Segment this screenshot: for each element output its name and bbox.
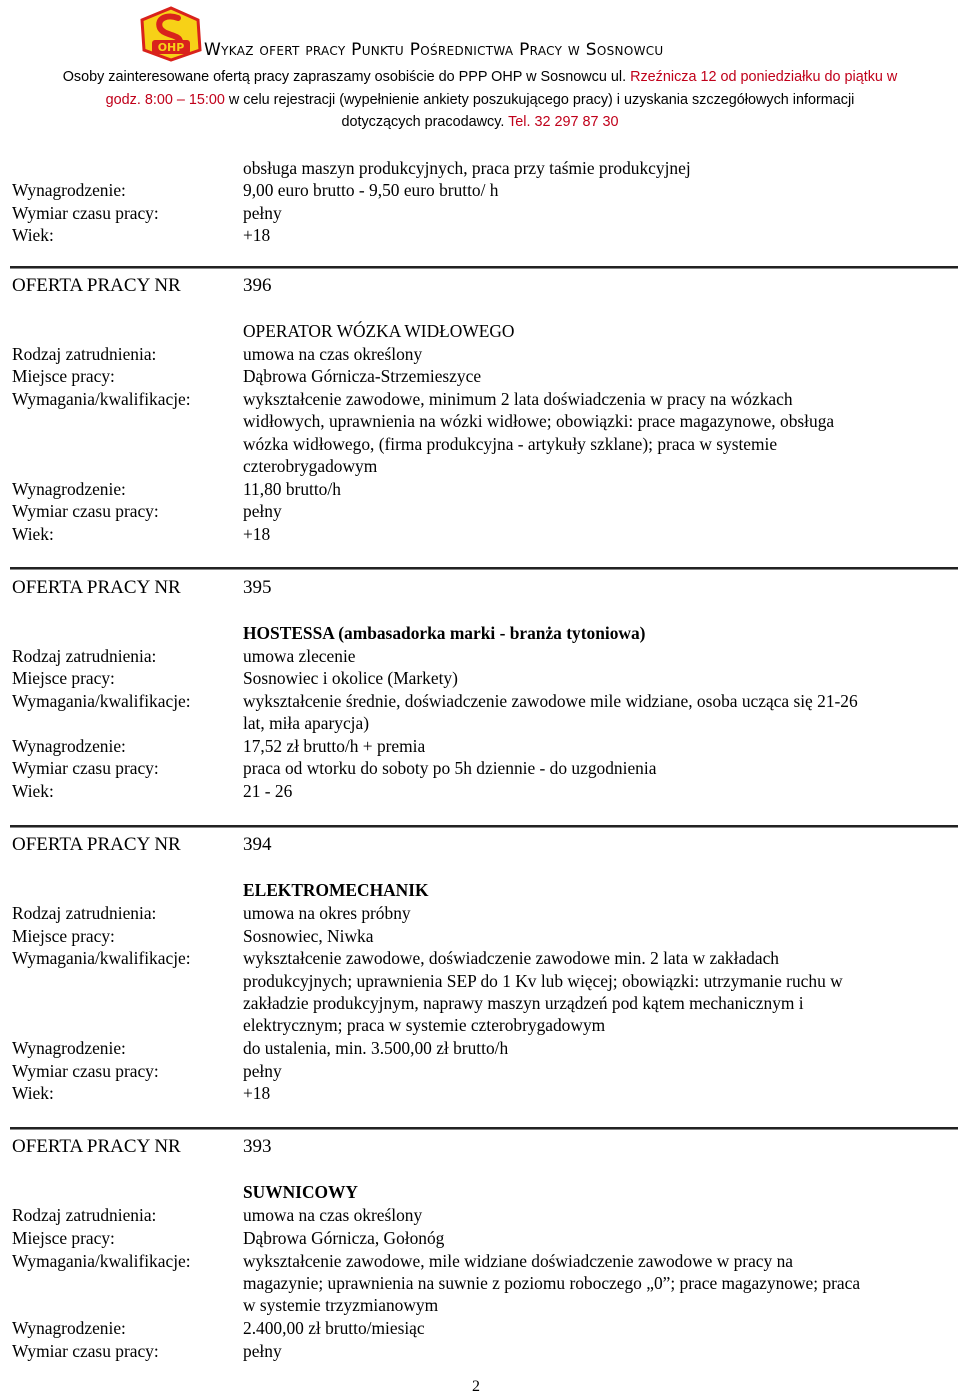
label-salary: Wynagrodzenie: [12, 1318, 126, 1338]
label-location: Miejsce pracy: [12, 366, 115, 386]
offer-requirements-line: czterobrygadowym [243, 456, 378, 476]
offer-salary: 17,52 zł brutto/h + premia [243, 736, 426, 756]
label-hours: Wymiar czasu pracy: [12, 1341, 159, 1361]
label-location: Miejsce pracy: [12, 926, 115, 946]
offer-hours: praca od wtorku do soboty po 5h dziennie - do uzgodnienia [243, 758, 657, 778]
offer-number: 393 [243, 1136, 272, 1157]
offer-divider [10, 266, 958, 269]
offer-salary: 11,80 brutto/h [243, 479, 341, 499]
offer-number: 395 [243, 577, 272, 598]
offer-requirements-line: wykształcenie zawodowe, doświadczenie zawodowe min. 2 lata w zakładach [243, 948, 779, 968]
offer-number: 394 [243, 834, 272, 855]
offer-hours: pełny [243, 501, 282, 521]
label-requirements: Wymagania/kwalifikacje: [12, 691, 191, 711]
info-address: Rzeźnicza 12 od poniedziałku do piątku w [630, 69, 898, 85]
label-location: Miejsce pracy: [12, 668, 115, 688]
label-salary: Wynagrodzenie: [12, 736, 126, 756]
offer-divider [10, 1127, 958, 1130]
offer-heading-label: OFERTA PRACY NR [12, 1136, 181, 1157]
offer-location: Sosnowiec i okolice (Markety) [243, 668, 458, 688]
label-salary: Wynagrodzenie: [12, 1038, 126, 1058]
info-phone: Tel. 32 297 87 30 [508, 114, 619, 130]
info-hours: godz. 8:00 – 15:00 [105, 91, 225, 108]
offer-location: Dąbrowa Górnicza-Strzemieszyce [243, 366, 482, 386]
offer-hours: pełny [243, 1061, 282, 1081]
prev-age: +18 [243, 225, 271, 245]
offer-heading-label: OFERTA PRACY NR [12, 834, 181, 855]
offer-location: Dąbrowa Górnicza, Gołonóg [243, 1228, 445, 1248]
offer-requirements-line: produkcyjnych; uprawnienia SEP do 1 Kv lub więcej; obowiązki: utrzymanie ruchu w [243, 971, 843, 991]
offer-heading-label: OFERTA PRACY NR [12, 275, 181, 296]
label-hours: Wymiar czasu pracy: [12, 758, 159, 778]
offer-divider [10, 567, 958, 570]
offer-requirements-line: zakładzie produkcyjnym, naprawy maszyn urządzeń pod kątem mechanicznym i [243, 993, 804, 1013]
offer-requirements-line: widłowych, uprawnienia na wózki widłowe; obowiązki: prace magazynowe, obsługa [243, 411, 835, 431]
label-location: Miejsce pracy: [12, 1228, 115, 1248]
offer-requirements-line: elektrycznym; praca w systemie czterobrygadowym [243, 1015, 606, 1035]
offer-location: Sosnowiec, Niwka [243, 926, 374, 946]
offer-employment-type: umowa na okres próbny [243, 903, 411, 923]
offer-age: +18 [243, 524, 271, 544]
label-age: Wiek: [12, 1083, 54, 1103]
label-hours: Wymiar czasu pracy: [12, 203, 159, 223]
offer-requirements-line: wykształcenie zawodowe, minimum 2 lata doświadczenia w pracy na wózkach [243, 389, 793, 409]
offer-salary: 2.400,00 zł brutto/miesiąc [243, 1318, 425, 1338]
info-line2-end: w celu rejestracji (wypełnienie ankiety poszukującego pracy) i uzyskania szczegółowych informacji [228, 91, 855, 108]
offer-heading-label: OFERTA PRACY NR [12, 577, 181, 598]
offer-employment-type: umowa na czas określony [243, 1205, 423, 1225]
offer-requirements-line: wykształcenie średnie, doświadczenie zawodowe mile widziane, osoba ucząca się 21-26 [243, 691, 858, 711]
label-requirements: Wymagania/kwalifikacje: [12, 948, 191, 968]
label-age: Wiek: [12, 225, 54, 245]
info-line3-start: dotyczących pracodawcy. [341, 114, 505, 130]
offer-salary: do ustalenia, min. 3.500,00 zł brutto/h [243, 1038, 509, 1058]
offer-age: 21 - 26 [243, 781, 293, 801]
label-employment-type: Rodzaj zatrudnienia: [12, 1205, 157, 1225]
offer-divider [10, 825, 958, 828]
page-number: 2 [472, 1378, 480, 1395]
label-salary: Wynagrodzenie: [12, 479, 126, 499]
offer-position: HOSTESSA (ambasadorka marki - branża tytoniowa) [243, 623, 646, 643]
offer-age: +18 [243, 1083, 271, 1103]
offer-number: 396 [243, 275, 272, 296]
label-age: Wiek: [12, 524, 54, 544]
offer-requirements-line: lat, miła aparycja) [243, 713, 370, 733]
label-requirements: Wymagania/kwalifikacje: [12, 389, 191, 409]
svg-text:OHP: OHP [157, 41, 185, 54]
prev-hours: pełny [243, 203, 282, 223]
label-employment-type: Rodzaj zatrudnienia: [12, 903, 157, 923]
label-salary: Wynagrodzenie: [12, 180, 126, 200]
page-title: Wykaz ofert pracy Punktu Pośrednictwa Pracy w Sosnowcu [204, 40, 664, 60]
label-employment-type: Rodzaj zatrudnienia: [12, 646, 157, 666]
offer-requirements-line: magazynie; uprawnienia na suwnie z poziomu roboczego „0”; prace magazynowe; praca [243, 1273, 861, 1293]
prev-requirements-tail: obsługa maszyn produkcyjnych, praca przy taśmie produkcyjnej [243, 158, 691, 178]
label-employment-type: Rodzaj zatrudnienia: [12, 344, 157, 364]
offer-position: ELEKTROMECHANIK [243, 880, 429, 900]
offer-position: OPERATOR WÓZKA WIDŁOWEGO [243, 321, 515, 341]
prev-salary: 9,00 euro brutto - 9,50 euro brutto/ h [243, 180, 499, 200]
label-age: Wiek: [12, 781, 54, 801]
offer-requirements-line: w systemie trzyzmianowym [243, 1295, 439, 1315]
label-hours: Wymiar czasu pracy: [12, 501, 159, 521]
info-line1-start: Osoby zainteresowane ofertą pracy zapraszamy osobiście do PPP OHP w Sosnowcu ul. [62, 69, 627, 85]
label-hours: Wymiar czasu pracy: [12, 1061, 159, 1081]
offer-hours: pełny [243, 1341, 282, 1361]
offer-requirements-line: wózka widłowego, (firma produkcyjna - artykuły szklane); praca w systemie [243, 434, 778, 454]
offer-employment-type: umowa na czas określony [243, 344, 423, 364]
offer-position: SUWNICOWY [243, 1182, 358, 1202]
offer-employment-type: umowa zlecenie [243, 646, 356, 666]
label-requirements: Wymagania/kwalifikacje: [12, 1251, 191, 1271]
offer-requirements-line: wykształcenie zawodowe, mile widziane doświadczenie zawodowe w pracy na [243, 1251, 793, 1271]
